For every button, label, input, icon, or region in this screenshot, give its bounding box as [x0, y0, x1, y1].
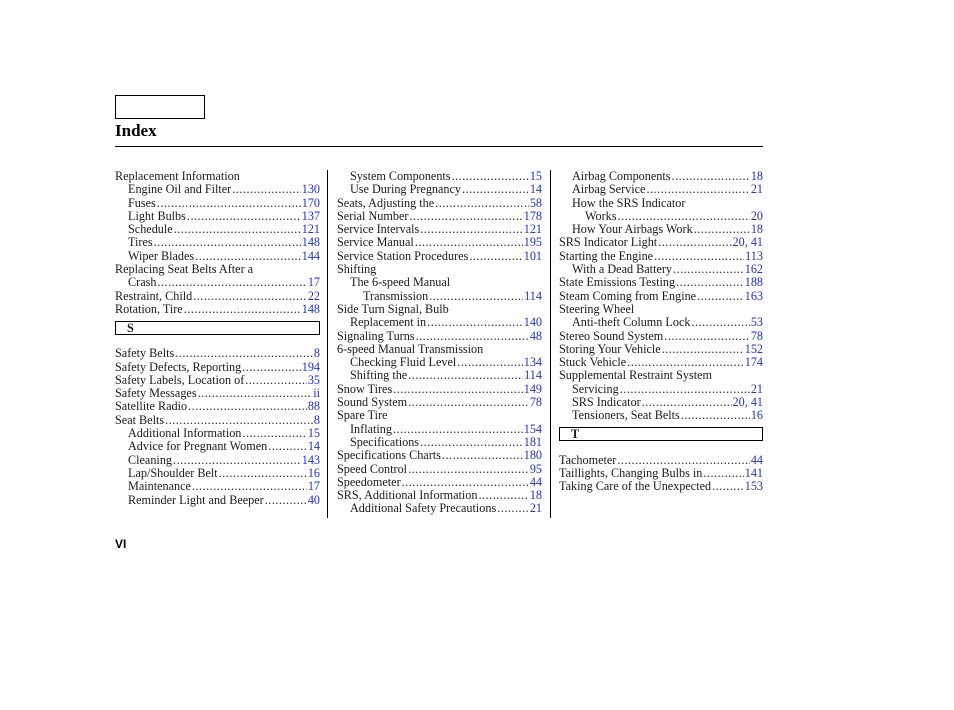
- entry-text: Airbag Components: [572, 169, 671, 183]
- entry-text: Replacement Information: [115, 169, 240, 183]
- page-reference-link[interactable]: 148: [301, 301, 320, 316]
- dot-leader: [416, 330, 529, 343]
- entry-text: Taillights, Changing Bulbs in: [559, 465, 703, 480]
- page-reference-link[interactable]: 101: [523, 248, 542, 263]
- index-entry: [337, 396, 542, 409]
- index-entry: [559, 330, 763, 343]
- entry-text: Speed Control: [337, 461, 408, 476]
- entry-text: Tensioners, Seat Belts: [572, 408, 680, 423]
- index-entry: [337, 290, 542, 303]
- entry-text: Steam Coming from Engine: [559, 288, 697, 303]
- entry-text: Crash: [128, 275, 157, 290]
- page-reference-link[interactable]: 163: [744, 288, 763, 303]
- index-entry: [115, 223, 320, 236]
- dot-leader: [408, 369, 523, 382]
- entry-text: With a Dead Battery: [572, 262, 673, 277]
- dot-leader: [193, 290, 307, 303]
- page-reference-link[interactable]: 20, 41: [732, 235, 763, 250]
- page-reference-link[interactable]: 88: [307, 399, 320, 414]
- page-reference-link[interactable]: 35: [307, 372, 320, 387]
- dot-leader: [420, 223, 522, 236]
- dot-leader: [187, 210, 301, 223]
- dot-leader: [242, 361, 300, 374]
- index-entry: [115, 400, 320, 413]
- entry-text: Use During Pregnancy: [350, 182, 462, 197]
- page-reference-link[interactable]: 121: [301, 222, 320, 237]
- entry-text: Servicing: [572, 381, 619, 396]
- dot-leader: [393, 423, 523, 436]
- dot-leader: [157, 276, 306, 289]
- entry-text: SRS Indicator Light: [559, 235, 658, 250]
- dot-leader: [662, 343, 744, 356]
- index-entry: [115, 454, 320, 467]
- page-reference-link[interactable]: 44: [529, 474, 542, 489]
- entry-text: Service Manual: [337, 235, 414, 250]
- dot-leader: [658, 236, 731, 249]
- index-entry: [559, 316, 763, 329]
- page-reference-link[interactable]: 21: [750, 381, 763, 396]
- index-entry: [337, 449, 542, 462]
- entry-text: Satellite Radio: [115, 399, 188, 414]
- index-tab-box: [115, 95, 205, 119]
- entry-text: Speedometer: [337, 474, 401, 489]
- dot-leader: [654, 250, 744, 263]
- entry-text: SRS Indicator: [572, 395, 641, 410]
- index-column-2: [337, 170, 542, 516]
- dot-leader: [232, 183, 300, 196]
- page-reference-link[interactable]: 162: [744, 262, 763, 277]
- index-entry: [559, 276, 763, 289]
- page-reference-link[interactable]: 20, 41: [732, 395, 763, 410]
- index-entry: [337, 502, 542, 515]
- page-reference-link[interactable]: 53: [750, 315, 763, 330]
- page-reference-link[interactable]: 16: [750, 408, 763, 423]
- entry-text: Service Intervals: [337, 222, 420, 237]
- dot-leader: [435, 197, 529, 210]
- page-reference-link[interactable]: 149: [523, 381, 542, 396]
- page-reference-link[interactable]: 15: [307, 426, 320, 441]
- index-entry: [115, 361, 320, 374]
- index-entry: [337, 183, 542, 196]
- entry-text: Checking Fluid Level: [350, 355, 457, 370]
- entry-text: Signaling Turns: [337, 328, 415, 343]
- dot-leader: [457, 356, 522, 369]
- entry-text: Maintenance: [128, 479, 191, 494]
- dot-leader: [442, 449, 523, 462]
- entry-text: Anti-theft Column Lock: [572, 315, 691, 330]
- page-reference-link[interactable]: 18: [750, 169, 763, 183]
- dot-leader: [479, 489, 529, 502]
- index-entry: [559, 250, 763, 263]
- index-entry: [337, 223, 542, 236]
- dot-leader: [664, 330, 750, 343]
- page-reference-link[interactable]: 20: [750, 208, 763, 223]
- page-reference-link[interactable]: 140: [523, 315, 542, 330]
- dot-leader: [402, 476, 529, 489]
- entry-text: How Your Airbags Work: [572, 222, 693, 237]
- dot-leader: [173, 454, 301, 467]
- page-reference-link[interactable]: 48: [529, 328, 542, 343]
- index-entry: [337, 250, 542, 263]
- index-entry: [115, 374, 320, 387]
- index-entry: [115, 303, 320, 316]
- dot-leader: [242, 427, 306, 440]
- page-reference-link[interactable]: 114: [524, 368, 542, 383]
- index-entry: [559, 396, 763, 409]
- page-reference-link[interactable]: 195: [523, 235, 542, 250]
- index-entry: [337, 436, 542, 449]
- dot-leader: [672, 170, 750, 183]
- entry-text: SRS, Additional Information: [337, 488, 478, 503]
- page-reference-link[interactable]: 170: [301, 195, 320, 210]
- dot-leader: [268, 440, 307, 453]
- page-reference-link[interactable]: 15: [529, 169, 542, 183]
- page-title: Index: [115, 121, 157, 140]
- dot-leader: [175, 347, 313, 360]
- entry-text: Specifications Charts: [337, 448, 441, 463]
- dot-leader: [676, 276, 744, 289]
- entry-text: Transmission: [363, 288, 429, 303]
- entry-text: Airbag Service: [572, 182, 646, 197]
- page-reference-link[interactable]: 178: [523, 208, 542, 223]
- index-entry: [115, 263, 320, 276]
- page-reference-link[interactable]: 22: [307, 288, 320, 303]
- page-reference-link[interactable]: 8: [313, 346, 320, 361]
- entry-text: Steering Wheel: [559, 301, 635, 316]
- index-entry: [337, 463, 542, 476]
- index-entry: [115, 427, 320, 440]
- dot-leader: [245, 374, 307, 387]
- dot-leader: [681, 409, 750, 422]
- index-entry: [559, 454, 763, 467]
- index-entry: [337, 236, 542, 249]
- page-reference-link[interactable]: 113: [745, 248, 763, 263]
- index-entry: [559, 263, 763, 276]
- column-divider: [550, 170, 551, 518]
- entry-text: Safety Belts: [115, 346, 175, 361]
- index-entry: [559, 356, 763, 369]
- index-entry: [115, 414, 320, 427]
- index-entry: [115, 440, 320, 453]
- entry-text: Cleaning: [128, 452, 173, 467]
- entry-text: Shifting the: [350, 368, 408, 383]
- index-entry: [115, 183, 320, 196]
- entry-text: Schedule: [128, 222, 173, 237]
- page-reference-link[interactable]: ii: [313, 386, 320, 401]
- page-reference-link[interactable]: 8: [313, 412, 320, 427]
- entry-text: Tachometer: [559, 452, 617, 467]
- index-entry: [115, 276, 320, 289]
- entry-text: Supplemental Restraint System: [559, 368, 713, 383]
- dot-leader: [697, 290, 744, 303]
- index-entry: [115, 236, 320, 249]
- index-entry: [337, 316, 542, 329]
- index-entry: [559, 223, 763, 236]
- index-entry: [559, 290, 763, 303]
- index-entry: [337, 356, 542, 369]
- entry-text: Stereo Sound System: [559, 328, 664, 343]
- page-reference-link[interactable]: 181: [523, 434, 542, 449]
- section-heading: S: [115, 321, 320, 335]
- dot-leader: [157, 197, 301, 210]
- index-entry: [115, 387, 320, 400]
- entry-text: Advice for Pregnant Women: [128, 439, 268, 454]
- page-reference-link[interactable]: 21: [750, 182, 763, 197]
- dot-leader: [627, 356, 744, 369]
- page-reference-link[interactable]: 16: [307, 465, 320, 480]
- page-reference-link[interactable]: 14: [529, 182, 542, 197]
- entry-text: Light Bulbs: [128, 208, 186, 223]
- entry-text: Starting the Engine: [559, 248, 654, 263]
- index-entry: [559, 383, 763, 396]
- index-entry: [115, 480, 320, 493]
- dot-leader: [409, 210, 522, 223]
- index-entry: [559, 343, 763, 356]
- dot-leader: [712, 480, 744, 493]
- dot-leader: [219, 467, 307, 480]
- entry-text: Sound System: [337, 395, 408, 410]
- index-entry: [559, 170, 763, 183]
- entry-text: Reminder Light and Beeper: [128, 492, 264, 507]
- dot-leader: [703, 467, 743, 480]
- entry-text: Stuck Vehicle: [559, 355, 627, 370]
- page-reference-link[interactable]: 44: [750, 452, 763, 467]
- entry-text: Safety Messages: [115, 386, 197, 401]
- page-reference-link[interactable]: 114: [524, 288, 542, 303]
- entry-text: 6-speed Manual Transmission: [337, 341, 484, 356]
- index-entry: [337, 489, 542, 502]
- dot-leader: [462, 183, 529, 196]
- page-reference-link[interactable]: 137: [301, 208, 320, 223]
- dot-leader: [188, 400, 307, 413]
- page-reference-link[interactable]: 180: [523, 448, 542, 463]
- page-reference-link[interactable]: 121: [523, 222, 542, 237]
- dot-leader: [420, 436, 523, 449]
- section-heading: T: [559, 427, 763, 441]
- index-entry: [115, 290, 320, 303]
- page-reference-link[interactable]: 21: [529, 501, 542, 516]
- page-reference-link[interactable]: 188: [744, 275, 763, 290]
- dot-leader: [694, 223, 750, 236]
- dot-leader: [617, 454, 749, 467]
- dot-leader: [198, 387, 313, 400]
- index-entry: [337, 383, 542, 396]
- entry-text: Service Station Procedures: [337, 248, 469, 263]
- entry-text: Restraint, Child: [115, 288, 193, 303]
- page-reference-link[interactable]: 18: [750, 222, 763, 237]
- index-entry: [337, 303, 542, 316]
- index-entry: [559, 210, 763, 223]
- entry-text: Replacement in: [350, 315, 427, 330]
- index-entry: [115, 197, 320, 210]
- index-entry: [559, 467, 763, 480]
- page-reference-link[interactable]: 95: [529, 461, 542, 476]
- dot-leader: [646, 183, 749, 196]
- dot-leader: [195, 250, 301, 263]
- index-entry: [115, 494, 320, 507]
- entry-text: Wiper Blades: [128, 248, 195, 263]
- page-reference-link[interactable]: 17: [307, 479, 320, 494]
- dot-leader: [469, 250, 522, 263]
- dot-leader: [393, 383, 523, 396]
- index-entry: [337, 476, 542, 489]
- index-entry: [559, 303, 763, 316]
- entry-text: Snow Tires: [337, 381, 393, 396]
- index-column-3: [559, 170, 763, 494]
- title-rule: [115, 146, 763, 147]
- page-reference-link[interactable]: 18: [529, 488, 542, 503]
- index-entry: [337, 210, 542, 223]
- entry-text: Seat Belts: [115, 412, 165, 427]
- index-entry: [559, 409, 763, 422]
- entry-text: Inflating: [350, 421, 392, 436]
- dot-leader: [415, 236, 523, 249]
- entry-text: Serial Number: [337, 208, 409, 223]
- dot-leader: [642, 396, 732, 409]
- index-entry: [337, 369, 542, 382]
- index-entry: [337, 263, 542, 276]
- dot-leader: [452, 170, 529, 183]
- index-entry: [115, 170, 320, 183]
- index-entry: [559, 369, 763, 382]
- dot-leader: [618, 210, 750, 223]
- index-entry: [337, 423, 542, 436]
- entry-text: Rotation, Tire: [115, 301, 183, 316]
- page-reference-link[interactable]: 78: [750, 328, 763, 343]
- page-number: VI: [115, 537, 127, 551]
- page-reference-link[interactable]: 14: [307, 439, 320, 454]
- page-reference-link[interactable]: 130: [301, 182, 320, 197]
- dot-leader: [620, 383, 750, 396]
- entry-text: Storing Your Vehicle: [559, 341, 661, 356]
- page-reference-link[interactable]: 154: [523, 421, 542, 436]
- index-entry: [337, 330, 542, 343]
- page-reference-link[interactable]: 58: [529, 195, 542, 210]
- index-entry: [115, 347, 320, 360]
- page-reference-link[interactable]: 134: [523, 355, 542, 370]
- index-column-1: [115, 170, 320, 507]
- index-entry: [337, 170, 542, 183]
- index-entry: [559, 183, 763, 196]
- page-reference-link[interactable]: 152: [744, 341, 763, 356]
- dot-leader: [184, 303, 301, 316]
- entry-text: The 6-speed Manual: [350, 275, 451, 290]
- entry-text: Shifting: [337, 262, 377, 277]
- page-reference-link[interactable]: 148: [301, 235, 320, 250]
- page-reference-link[interactable]: 78: [529, 395, 542, 410]
- index-entry: [337, 276, 542, 289]
- entry-text: Additional Information: [128, 426, 242, 441]
- column-divider: [327, 170, 328, 518]
- page-reference-link[interactable]: 153: [744, 479, 763, 494]
- page-reference-link[interactable]: 194: [301, 359, 320, 374]
- index-entry: [559, 197, 763, 210]
- dot-leader: [497, 502, 529, 515]
- entry-text: System Components: [350, 169, 451, 183]
- entry-text: Additional Safety Precautions: [350, 501, 497, 516]
- dot-leader: [427, 316, 523, 329]
- dot-leader: [165, 414, 313, 427]
- entry-text: Side Turn Signal, Bulb: [337, 301, 449, 316]
- entry-text: Safety Labels, Location of: [115, 372, 245, 387]
- page-reference-link[interactable]: 144: [301, 248, 320, 263]
- entry-text: Seats, Adjusting the: [337, 195, 435, 210]
- index-entry: [115, 250, 320, 263]
- index-entry: [115, 210, 320, 223]
- dot-leader: [429, 290, 523, 303]
- entry-text: Specifications: [350, 434, 420, 449]
- entry-text: Taking Care of the Unexpected: [559, 479, 712, 494]
- entry-text: State Emissions Testing: [559, 275, 676, 290]
- index-entry: [559, 236, 763, 249]
- page-reference-link[interactable]: 143: [301, 452, 320, 467]
- entry-text: Lap/Shoulder Belt: [128, 465, 218, 480]
- dot-leader: [691, 316, 749, 329]
- entry-text: Tires: [128, 235, 153, 250]
- index-entry: [337, 343, 542, 356]
- dot-leader: [265, 494, 307, 507]
- entry-text: Replacing Seat Belts After a: [115, 262, 254, 277]
- page-reference-link[interactable]: 40: [307, 492, 320, 507]
- dot-leader: [408, 396, 529, 409]
- entry-text: Works: [585, 208, 617, 223]
- index-entry: [115, 467, 320, 480]
- dot-leader: [174, 223, 301, 236]
- index-entry: [337, 409, 542, 422]
- entry-text: Fuses: [128, 195, 156, 210]
- page-reference-link[interactable]: 17: [307, 275, 320, 290]
- entry-text: Safety Defects, Reporting: [115, 359, 242, 374]
- entry-text: Spare Tire: [337, 408, 388, 423]
- dot-leader: [408, 463, 529, 476]
- dot-leader: [192, 480, 307, 493]
- entry-text: Engine Oil and Filter: [128, 182, 232, 197]
- entry-text: How the SRS Indicator: [572, 195, 686, 210]
- dot-leader: [673, 263, 744, 276]
- page-reference-link[interactable]: 174: [744, 355, 763, 370]
- index-entry: [337, 197, 542, 210]
- page-reference-link[interactable]: 141: [744, 465, 763, 480]
- dot-leader: [154, 236, 301, 249]
- index-entry: [559, 480, 763, 493]
